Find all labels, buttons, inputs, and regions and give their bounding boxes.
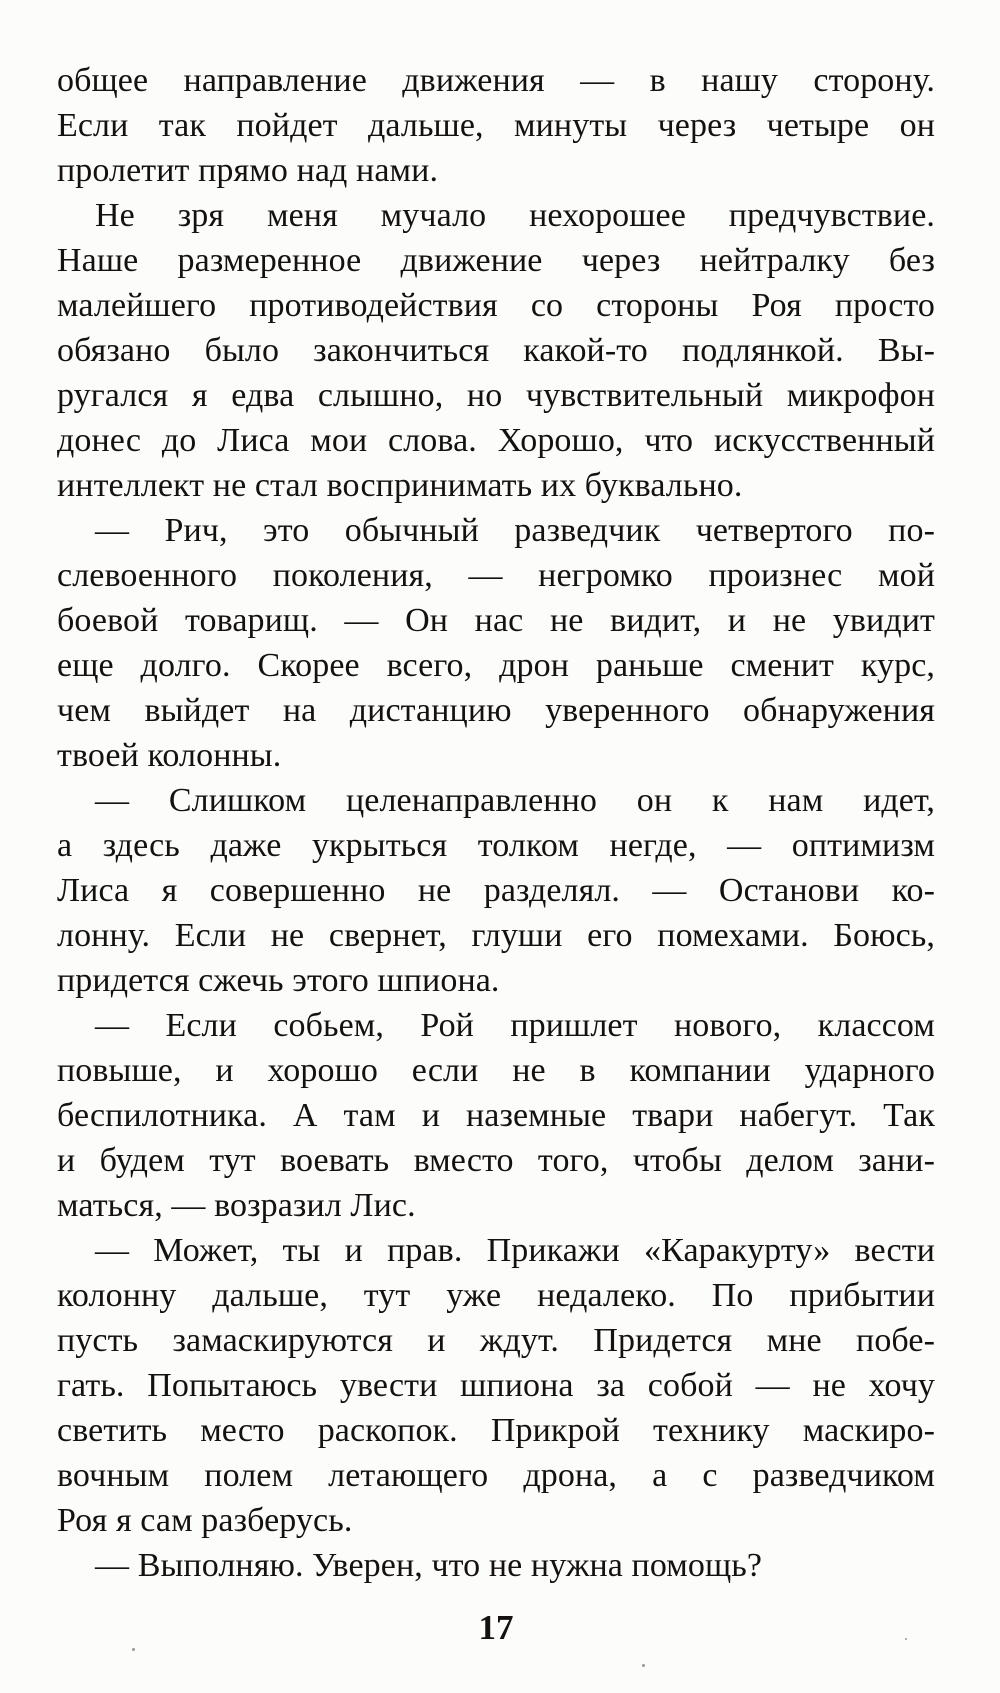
text-line: придется сжечь этого шпиона. [57,962,500,999]
text-line: маться, — возразил Лис. [57,1187,416,1224]
paragraph-dialogue [57,1543,935,1588]
text-line: ругался я едва слышно, но чувствительный микрофон [57,377,935,414]
page-number: 17 [478,1608,514,1647]
text-line: — Выполняю. Уверен, что не нужна помощь? [95,1547,763,1584]
text-line: светить место раскопок. Прикрой технику маскиро- [57,1412,935,1449]
text-line: чем выйдет на дистанцию уверенного обнаружения [57,692,935,729]
text-line: общее направление движения — в нашу сторону. [57,62,935,99]
paragraph-dialogue [57,1228,935,1543]
text-line: пролетит прямо над нами. [57,152,439,189]
text-line: Если так пойдет дальше, минуты через четыре он [57,107,935,144]
text-line: — Может, ты и прав. Прикажи «Каракурту» вести [95,1232,935,1269]
text-line: — Рич, это обычный разведчик четвертого по- [95,512,935,549]
text-line: твоей колонны. [57,737,282,774]
scan-speckle [905,1638,907,1640]
text-line: боевой товарищ. — Он нас не видит, и не увидит [57,602,935,639]
text-line: лонну. Если не свернет, глуши его помехами. Боюсь, [57,917,935,954]
text-line: пусть замаскируются и ждут. Придется мне побе- [57,1322,935,1359]
text-line: донес до Лиса мои слова. Хорошо, что искусственный [57,422,935,459]
paragraph [57,193,935,508]
paragraph-dialogue [57,1003,935,1228]
text-line: беспилотника. А там и наземные твари набегут. Так [57,1097,935,1134]
paragraph-dialogue [57,778,935,1003]
page-text [57,58,935,1588]
text-line: интеллект не стал воспринимать их буквально. [57,467,743,504]
text-line: Наше размеренное движение через нейтралку без [57,242,935,279]
text-line: малейшего противодействия со стороны Роя просто [57,287,935,324]
text-line: слевоенного поколения, — негромко произнес мой [57,557,935,594]
scan-speckle [132,1648,135,1651]
text-line: Роя я сам разберусь. [57,1502,353,1539]
text-line: — Если собьем, Рой пришлет нового, классом [95,1007,935,1044]
text-line: обязано было закончиться какой-то подлянкой. Вы- [57,332,935,369]
scan-speckle [642,1664,645,1667]
text-line: вочным полем летающего дрона, а с разведчиком [57,1457,935,1494]
text-line: Не зря меня мучало нехорошее предчувствие. [95,197,935,234]
text-line: — Слишком целенаправленно он к нам идет, [95,782,935,819]
text-line: гать. Попытаюсь увести шпиона за собой — не хочу [57,1367,935,1404]
paragraph-continuation [57,58,935,193]
text-line: колонну дальше, тут уже недалеко. По прибытии [57,1277,935,1314]
paragraph-dialogue [57,508,935,778]
text-line: Лиса я совершенно не разделял. — Останови ко- [57,872,935,909]
text-line: и будем тут воевать вместо того, чтобы делом зани- [57,1142,935,1179]
text-line: еще долго. Скорее всего, дрон раньше сменит курс, [57,647,935,684]
text-line: а здесь даже укрыться толком негде, — оптимизм [57,827,935,864]
text-line: повыше, и хорошо если не в компании ударного [57,1052,935,1089]
